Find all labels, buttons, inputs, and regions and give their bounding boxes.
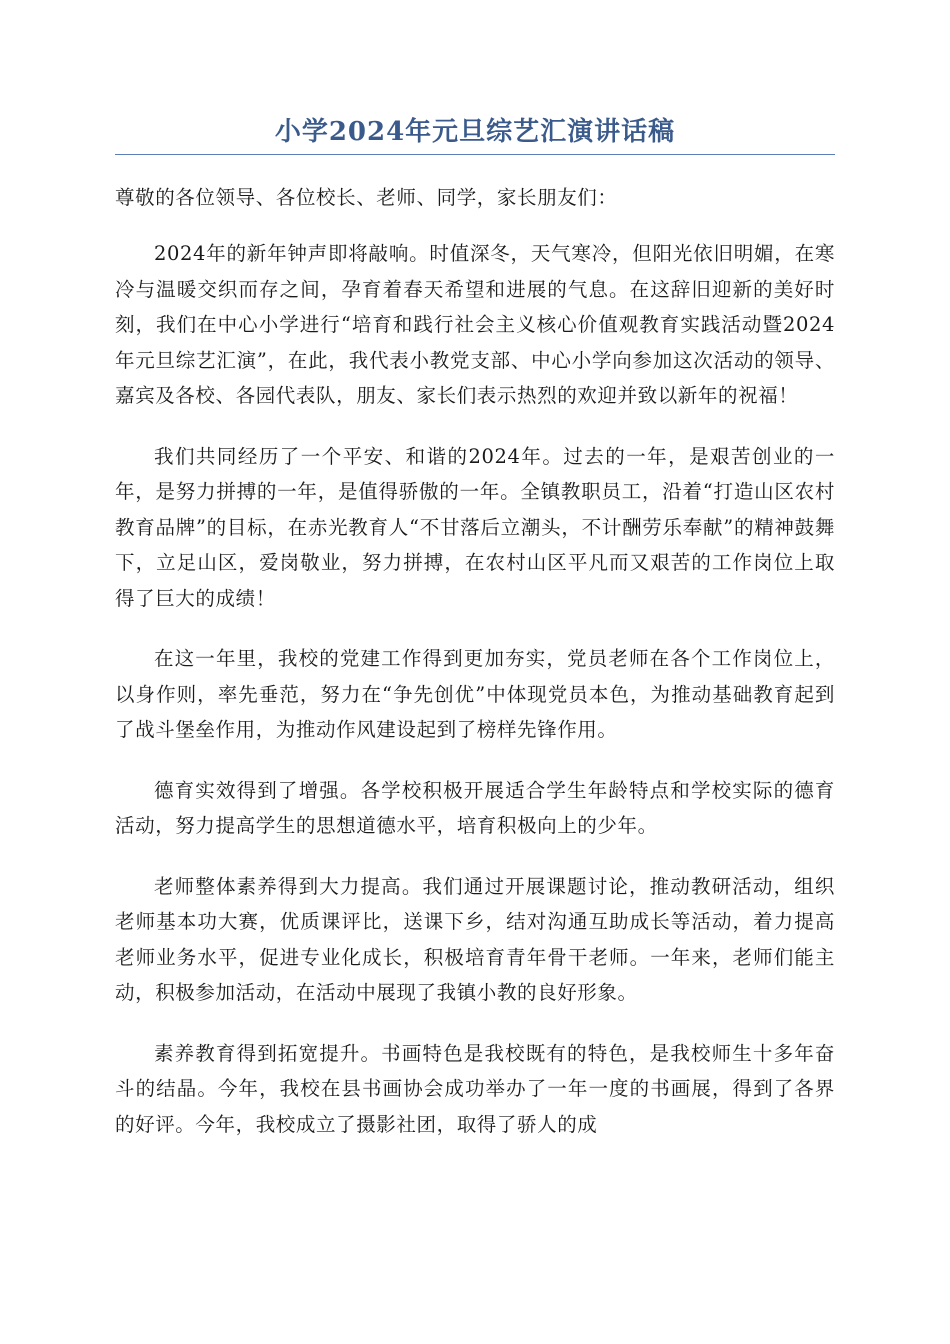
document-title: 小学2024年元旦综艺汇演讲话稿 [274, 117, 676, 147]
paragraph-party-building: 在这一年里，我校的党建工作得到更加夯实，党员老师在各个工作岗位上，以身作则，率先垂范，努力在“争先创优”中体现党员本色，为推动基础教育起到了战斗堡垒作用，为推动作风建设起到了榜样先锋作用。 [115, 647, 835, 741]
paragraph-new-year-greeting: 2024年的新年钟声即将敲响。时值深冬，天气寒冷，但阳光依旧明媚，在寒冷与温暖交织而存之间，孕育着春天希望和进展的气息。在这辞旧迎新的美好时刻，我们在中心小学进行“培育和践行社会主义核心价值观教育实践活动暨2024年元旦综艺汇演”，在此，我代表小教党支部、中心小学向参加这次活动的领导、嘉宾及各校、各园代表队，朋友、家长们表示热烈的欢迎并致以新年的祝福！ [115, 242, 835, 407]
paragraph-year-review: 我们共同经历了一个平安、和谐的2024年。过去的一年，是艰苦创业的一年，是努力拼搏的一年，是值得骄傲的一年。全镇教职员工，沿着“打造山区农村教育品牌”的目标，在赤光教育人“不甘落后立潮头，不计酬劳乐奉献”的精神鼓舞下，立足山区，爱岗敬业，努力拼搏，在农村山区平凡而又艰苦的工作岗位上取得了巨大的成绩！ [115, 444, 835, 610]
salutation: 尊敬的各位领导、各位校长、老师、同学，家长朋友们： [115, 186, 618, 209]
paragraph-teacher-quality: 老师整体素养得到大力提高。我们通过开展课题讨论，推动教研活动，组织老师基本功大赛，优质课评比，送课下乡，结对沟通互助成长等活动，着力提高老师业务水平，促进专业化成长，积极培育青年骨干老师。一年来，老师们能主动，积极参加活动，在活动中展现了我镇小教的良好形象。 [115, 874, 835, 1004]
document-page [115, 112, 835, 1142]
paragraph-moral-education: 德育实效得到了增强。各学校积极开展适合学生年龄特点和学校实际的德育活动，努力提高学生的思想道德水平，培育积极向上的少年。 [115, 778, 835, 837]
paragraph-quality-education: 素养教育得到拓宽提升。书画特色是我校既有的特色，是我校师生十多年奋斗的结晶。今年，我校在县书画协会成功举办了一年一度的书画展，得到了各界的好评。今年，我校成立了摄影社团，取得了骄人的成 [115, 1041, 835, 1136]
title-underline [115, 154, 835, 155]
